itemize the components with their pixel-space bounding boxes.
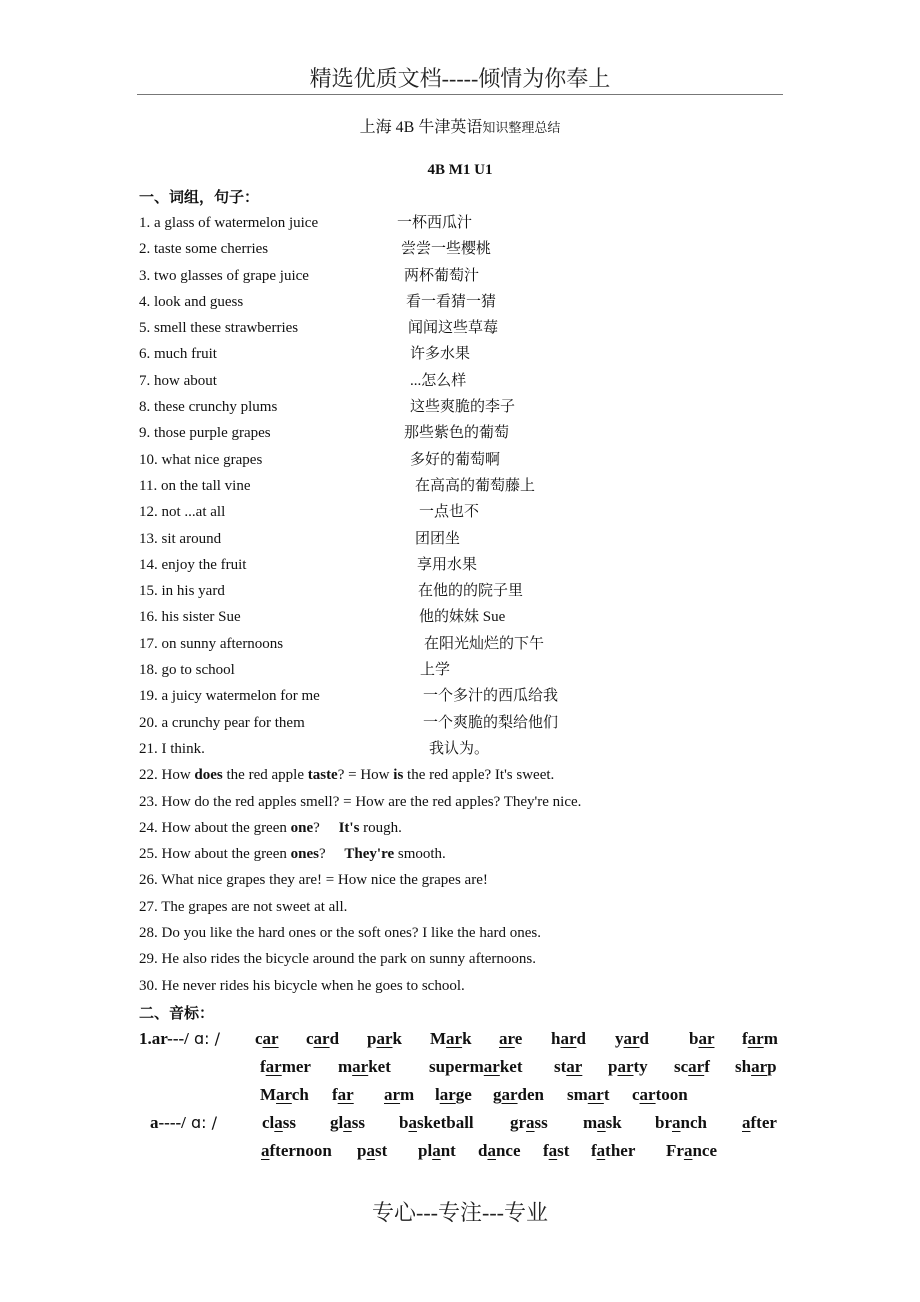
phonics-word: yard xyxy=(615,1029,650,1048)
phrase-zh: 尝尝一些樱桃 xyxy=(401,241,492,258)
phonics-word: past xyxy=(357,1141,388,1160)
phrase-en: 17. on sunny afternoons xyxy=(139,635,284,652)
phonics-ar-row-2 xyxy=(260,1057,800,1083)
phrase-zh: 许多水果 xyxy=(410,346,471,363)
phrase-row xyxy=(139,685,839,711)
phrase-row xyxy=(139,370,839,396)
phonics-word: card xyxy=(306,1029,340,1048)
phrase-en: 11. on the tall vine xyxy=(139,477,251,494)
phrase-en: 7. how about xyxy=(139,372,217,389)
unit-title: 4B M1 U1 xyxy=(427,162,493,178)
phonics-word: class xyxy=(262,1113,297,1132)
phrase-row xyxy=(139,606,839,632)
phrase-row xyxy=(139,712,839,738)
phrase-en: 5. smell these strawberries xyxy=(139,320,299,337)
phrase-row xyxy=(139,475,839,501)
phrase-row xyxy=(139,528,839,554)
phonics-word: sharp xyxy=(735,1057,777,1076)
sentence-bold: one xyxy=(290,819,314,836)
phonics-word: large xyxy=(435,1085,472,1104)
phrase-zh: 一杯西瓜汁 xyxy=(397,215,473,231)
sentence-text: smooth. xyxy=(394,846,446,863)
phrase-row xyxy=(139,449,839,475)
phonics-ipa: ɑ: / xyxy=(188,1029,220,1048)
phrase-row xyxy=(139,501,839,527)
sentence-29: 29. He also rides the bicycle around the park on sunny afternoons. xyxy=(139,951,536,968)
phrase-zh: 我认为。 xyxy=(429,740,490,757)
document-title-small: 知识整理总结 xyxy=(482,120,561,135)
sentence-text: 25. How about the green xyxy=(139,846,291,863)
phonics-a-row-2 xyxy=(261,1141,801,1167)
phonics-ar-row-3 xyxy=(260,1085,800,1111)
phonics-word: party xyxy=(608,1057,648,1076)
sentence-bold: is xyxy=(393,767,404,784)
phrase-zh: 在阳光灿烂的下午 xyxy=(424,635,545,652)
phrase-row xyxy=(139,212,839,238)
phrase-en: 1. a glass of watermelon juice xyxy=(139,215,319,231)
phonics-word: cartoon xyxy=(632,1085,688,1104)
phonics-word: mask xyxy=(583,1113,622,1132)
phrase-en: 2. taste some cherries xyxy=(139,241,269,258)
phonics-ar-row-1 xyxy=(139,1029,799,1055)
sentence-bold: does xyxy=(194,767,223,784)
phonics-word: branch xyxy=(655,1113,707,1132)
phonics-ar-label xyxy=(139,1029,220,1049)
phrase-row xyxy=(139,291,839,317)
document-title-main: 上海 4B 牛津英语 xyxy=(359,119,483,136)
phonics-word: bar xyxy=(689,1029,715,1048)
phrase-zh: 团团坐 xyxy=(415,530,461,547)
phonics-word: are xyxy=(499,1029,523,1048)
phrase-en: 14. enjoy the fruit xyxy=(139,556,247,573)
phrase-row xyxy=(139,659,839,685)
phrase-zh: ...怎么样 xyxy=(410,372,467,389)
phrase-row xyxy=(139,238,839,264)
phonics-ipa: ɑ: / xyxy=(185,1113,217,1132)
header-rule xyxy=(137,94,783,95)
phrase-en: 10. what nice grapes xyxy=(139,451,263,468)
phonics-label-text: 1.ar---/ xyxy=(139,1029,189,1048)
phrase-zh: 在他的的院子里 xyxy=(418,583,524,600)
phrase-en: 18. go to school xyxy=(139,662,235,679)
phrase-row xyxy=(139,317,839,343)
sentence-bold: They're xyxy=(344,846,395,863)
phonics-word: arm xyxy=(384,1085,415,1104)
sentence-27: 27. The grapes are not sweet at all. xyxy=(139,898,348,915)
phrase-zh: 享用水果 xyxy=(417,556,478,573)
phrase-zh: 那些紫色的葡萄 xyxy=(404,425,510,442)
sentence-24 xyxy=(139,817,839,843)
sentence-text: ? xyxy=(313,819,339,836)
phrase-en: 4. look and guess xyxy=(139,293,244,310)
phrase-zh: 闻闻这些草莓 xyxy=(408,320,499,337)
phrase-zh: 他的妹妹 Sue xyxy=(419,609,506,626)
phonics-word: glass xyxy=(330,1113,365,1132)
phonics-word: basketball xyxy=(399,1113,474,1132)
phonics-word: Mark xyxy=(430,1029,472,1048)
phrase-en: 3. two glasses of grape juice xyxy=(139,267,309,284)
page-header: 精选优质文档-----倾情为你奉上 xyxy=(309,66,611,91)
sentence-text: the red apple? It's sweet. xyxy=(403,767,555,784)
phrase-zh: 两杯葡萄汁 xyxy=(404,267,480,284)
phrase-en: 19. a juicy watermelon for me xyxy=(139,688,320,705)
sentence-28: 28. Do you like the hard ones or the soft ones? I like the hard ones. xyxy=(139,925,541,942)
phrase-row xyxy=(139,265,839,291)
phonics-word: father xyxy=(591,1141,636,1160)
phrase-zh: 一点也不 xyxy=(419,504,480,521)
phonics-a-row-1 xyxy=(150,1113,800,1139)
sentence-23: 23. How do the red apples smell? = How are the red apples? They're nice. xyxy=(139,793,582,810)
phrase-en: 12. not ...at all xyxy=(139,504,226,521)
phrase-en: 15. in his yard xyxy=(139,583,225,600)
section2-title: 二、音标： xyxy=(139,1006,215,1022)
phonics-word: March xyxy=(260,1085,309,1104)
phonics-word: market xyxy=(338,1057,391,1076)
sentence-bold: taste xyxy=(307,767,338,784)
phrase-en: 6. much fruit xyxy=(139,346,217,363)
phonics-word: fast xyxy=(543,1141,570,1160)
phrase-zh: 一个爽脆的梨给他们 xyxy=(423,714,559,731)
sentence-30: 30. He never rides his bicycle when he goes to school. xyxy=(139,977,465,994)
document-title xyxy=(0,114,920,137)
phonics-label-text: a----/ xyxy=(150,1113,186,1132)
phrase-en: 8. these crunchy plums xyxy=(139,399,278,416)
phonics-word: farmer xyxy=(260,1057,311,1076)
phrase-zh: 多好的葡萄啊 xyxy=(410,451,501,468)
phrase-en: 13. sit around xyxy=(139,530,222,547)
phonics-word: supermarket xyxy=(429,1057,523,1076)
phonics-word: France xyxy=(666,1141,717,1160)
sentence-text: 24. How about the green xyxy=(139,819,291,836)
sentence-22 xyxy=(139,764,839,790)
phrase-zh: 上学 xyxy=(420,662,451,679)
phonics-word: afternoon xyxy=(261,1141,332,1160)
phonics-word: scarf xyxy=(674,1057,710,1076)
phrase-en: 9. those purple grapes xyxy=(139,425,271,442)
phonics-word: smart xyxy=(567,1085,610,1104)
phonics-word: park xyxy=(367,1029,402,1048)
phonics-word: dance xyxy=(478,1141,521,1160)
phrase-en: 20. a crunchy pear for them xyxy=(139,714,305,731)
phrase-zh: 在高高的葡萄藤上 xyxy=(415,477,536,494)
sentence-26: 26. What nice grapes they are! = How nice the grapes are! xyxy=(139,872,488,889)
phonics-word: car xyxy=(255,1029,279,1048)
phonics-word: plant xyxy=(418,1141,456,1160)
sentence-text: the red apple xyxy=(222,767,308,784)
phrase-list xyxy=(139,212,839,1001)
phrase-row xyxy=(139,343,839,369)
phonics-word: star xyxy=(554,1057,583,1076)
section1-title: 一、词组，句子： xyxy=(139,190,260,206)
phrase-row xyxy=(139,738,839,764)
sentence-text: ? xyxy=(318,846,345,863)
sentence-bold: It's xyxy=(338,819,360,836)
phrase-zh: 这些爽脆的李子 xyxy=(410,399,516,416)
page-footer: 专心---专注---专业 xyxy=(372,1200,548,1225)
phonics-word: after xyxy=(742,1113,777,1132)
phonics-word: far xyxy=(332,1085,354,1104)
phonics-word: hard xyxy=(551,1029,586,1048)
sentence-text: ? = How xyxy=(337,767,394,784)
sentence-text: 22. How xyxy=(139,767,195,784)
phonics-a-label xyxy=(150,1113,217,1133)
phonics-word: garden xyxy=(493,1085,545,1104)
phrase-row xyxy=(139,633,839,659)
phonics-word: grass xyxy=(510,1113,548,1132)
phrase-en: 16. his sister Sue xyxy=(139,609,241,626)
phrase-zh: 一个多汁的西瓜给我 xyxy=(423,688,559,705)
phrase-row xyxy=(139,580,839,606)
sentence-25 xyxy=(139,843,839,869)
phrase-row xyxy=(139,396,839,422)
phrase-row xyxy=(139,422,839,448)
phrase-en: 21. I think. xyxy=(139,740,205,757)
phrase-row xyxy=(139,554,839,580)
sentence-text: rough. xyxy=(359,819,402,836)
phonics-word: farm xyxy=(742,1029,778,1048)
sentence-bold: ones xyxy=(290,846,319,863)
phrase-zh: 看一看猜一猜 xyxy=(406,293,497,310)
